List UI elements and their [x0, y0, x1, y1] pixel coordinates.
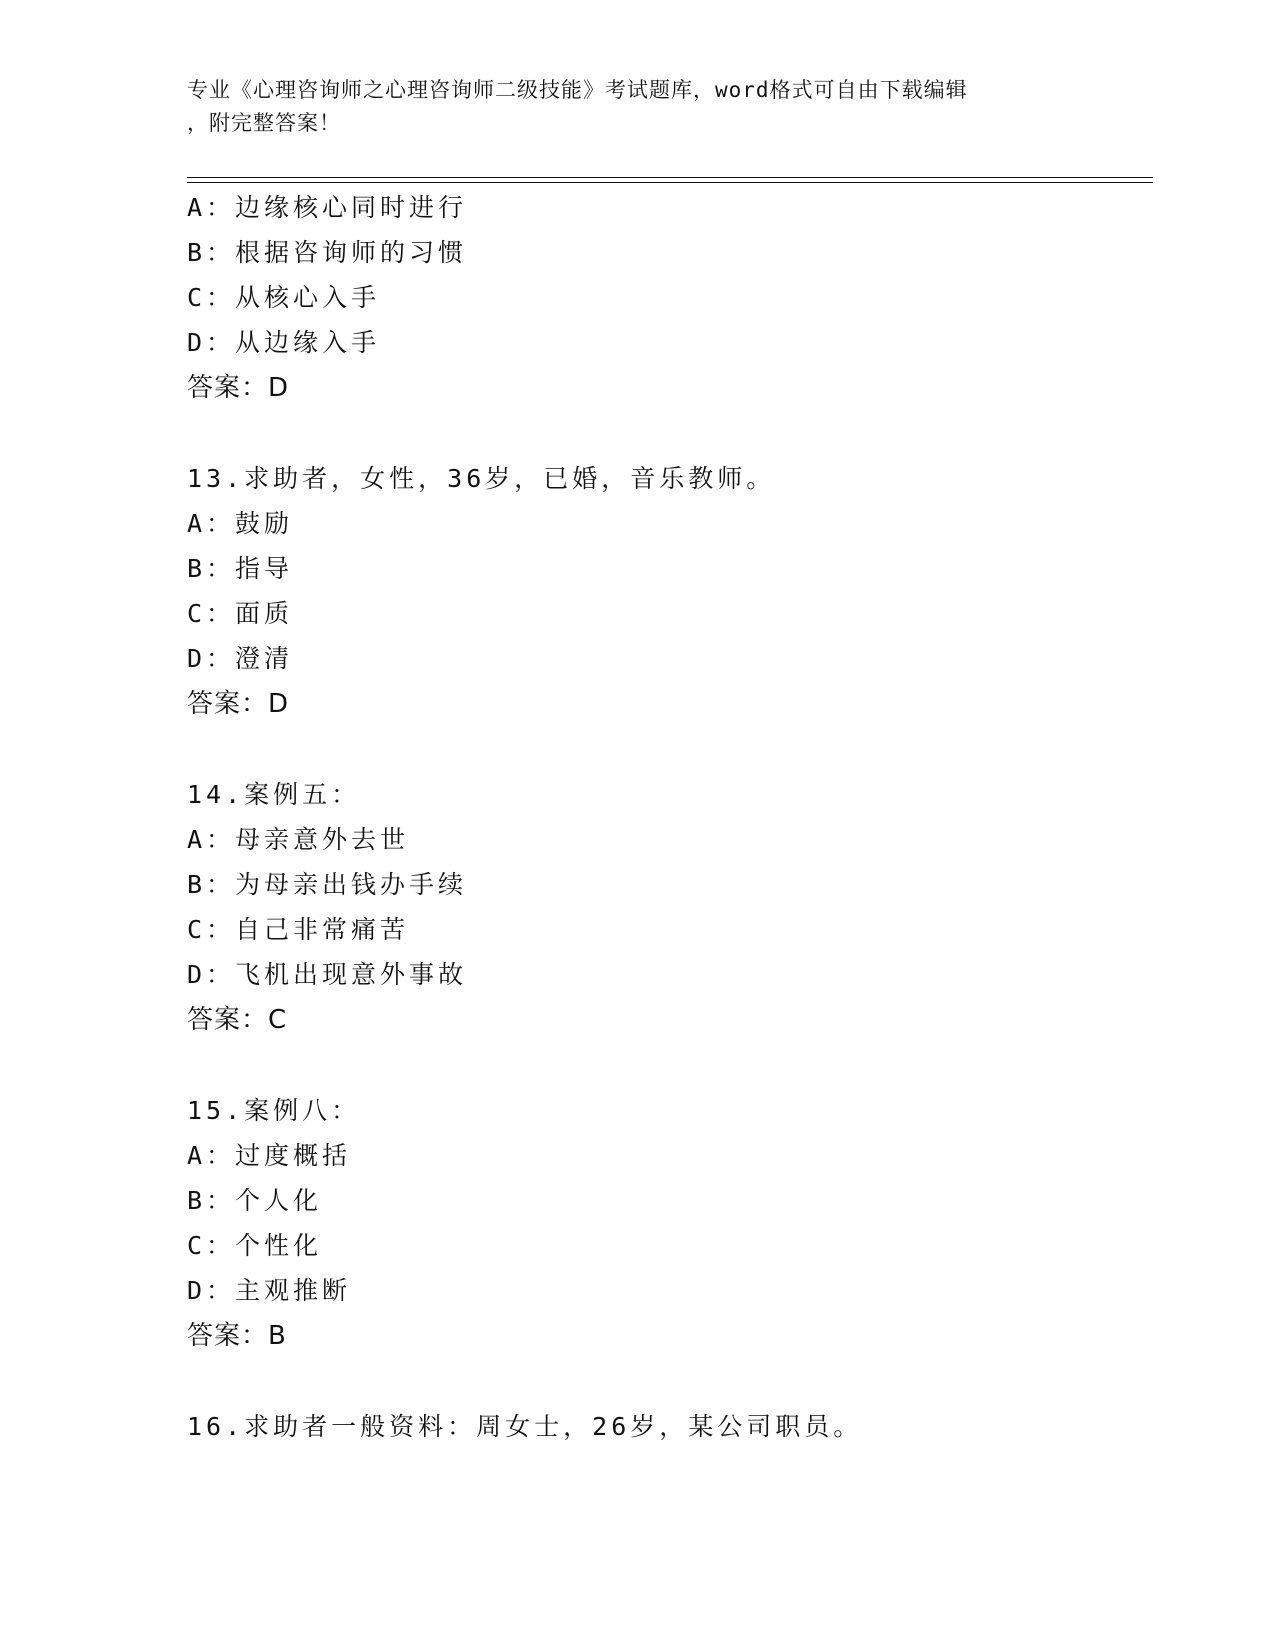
- answer-line: 答案：D: [187, 689, 290, 719]
- answer-line: 答案：B: [187, 1321, 287, 1351]
- document-header: [187, 74, 1087, 140]
- question-15: 15.案例八：: [187, 1096, 361, 1125]
- option-d: D：飞机出现意外事故: [187, 960, 468, 989]
- option-a: A：边缘核心同时进行: [187, 193, 468, 222]
- answer-line: 答案：D: [187, 373, 290, 403]
- header-divider-bottom: [187, 182, 1153, 183]
- option-d: D：从边缘入手: [187, 328, 381, 357]
- header-line-1: 专业《心理咨询师之心理咨询师二级技能》考试题库，word格式可自由下载编辑: [187, 78, 968, 102]
- header-line-2: ，附完整答案！: [187, 111, 341, 135]
- option-a: A：母亲意外去世: [187, 825, 410, 854]
- option-c: C：个性化: [187, 1231, 323, 1260]
- option-a: A：过度概括: [187, 1141, 352, 1170]
- answer-line: 答案：C: [187, 1005, 288, 1035]
- option-c: C：面质: [187, 599, 294, 628]
- option-b: B：根据咨询师的习惯: [187, 238, 468, 267]
- option-b: B：个人化: [187, 1186, 323, 1215]
- option-d: D：澄清: [187, 644, 294, 673]
- option-b: B：为母亲出钱办手续: [187, 870, 468, 899]
- option-c: C：从核心入手: [187, 283, 381, 312]
- option-b: B：指导: [187, 554, 294, 583]
- header-divider-top: [187, 177, 1153, 178]
- option-c: C：自己非常痛苦: [187, 915, 410, 944]
- option-d: D：主观推断: [187, 1276, 352, 1305]
- question-16: 16.求助者一般资料：周女士，26岁，某公司职员。: [187, 1412, 863, 1441]
- question-14: 14.案例五：: [187, 780, 361, 809]
- option-a: A：鼓励: [187, 509, 294, 538]
- question-13: 13.求助者，女性，36岁，已婚，音乐教师。: [187, 464, 776, 493]
